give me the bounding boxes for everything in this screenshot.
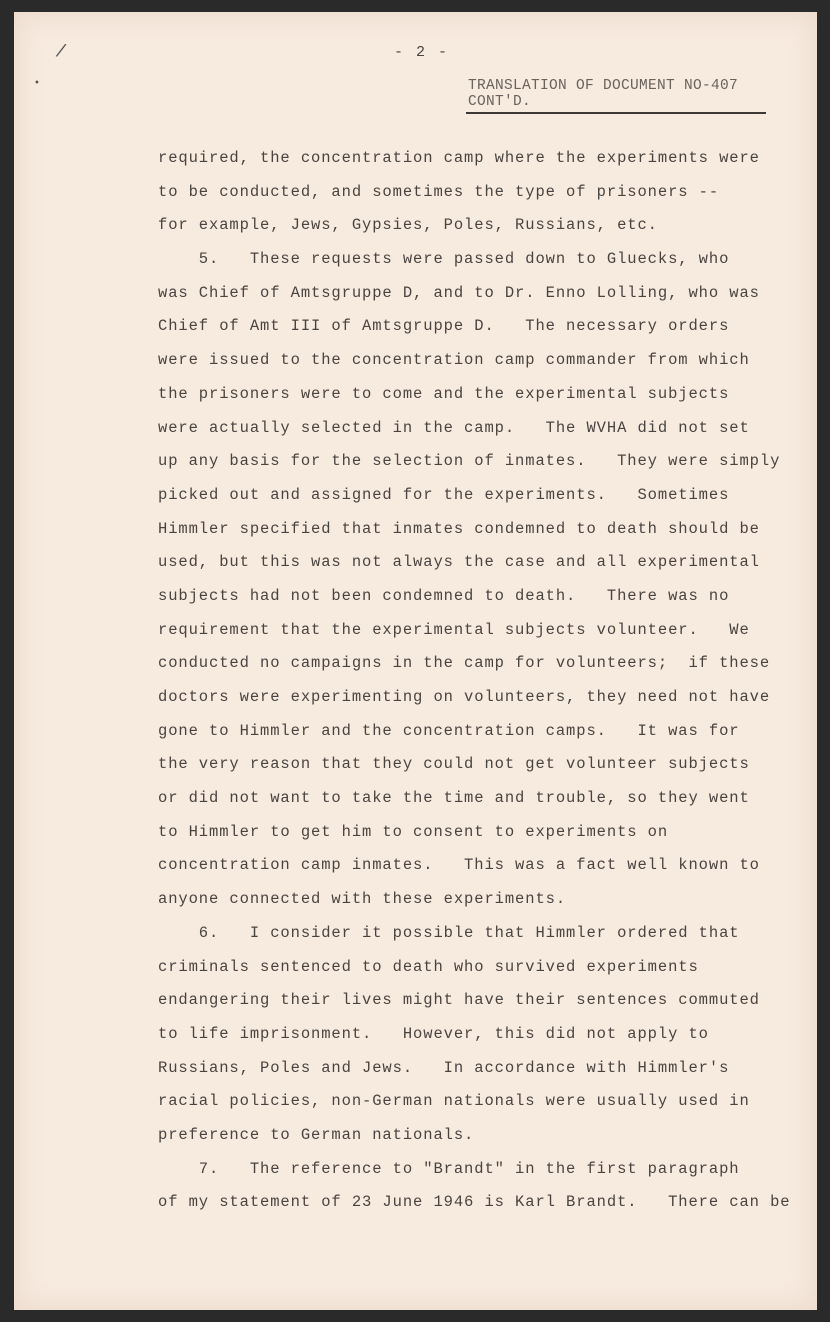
body-line: concentration camp inmates. This was a fact well known to — [158, 856, 760, 875]
body-line: 6. I consider it possible that Himmler ordered that — [158, 923, 740, 942]
body-line: 7. The reference to "Brandt" in the first paragraph — [158, 1159, 740, 1178]
body-line: the prisoners were to come and the experimental subjects — [158, 384, 730, 403]
body-line: preference to German nationals. — [158, 1125, 475, 1144]
ink-dot: • — [34, 78, 40, 89]
body-line: the very reason that they could not get volunteer subjects — [158, 755, 750, 774]
header-underline — [466, 112, 766, 114]
pencil-mark: / — [54, 39, 68, 62]
body-line: conducted no campaigns in the camp for volunteers; if these — [158, 654, 771, 673]
body-line: or did not want to take the time and trouble, so they went — [158, 789, 750, 808]
body-line: Chief of Amt III of Amtsgruppe D. The necessary orders — [158, 317, 730, 336]
header-line-1: TRANSLATION OF DOCUMENT NO-407 — [468, 78, 739, 94]
translation-header — [468, 78, 738, 110]
body-line: subjects had not been condemned to death. There was no — [158, 586, 730, 605]
body-line: Russians, Poles and Jews. In accordance with Himmler's — [158, 1058, 730, 1077]
body-line: of my statement of 23 June 1946 is Karl Brandt. There can be — [158, 1193, 791, 1212]
body-line: criminals sentenced to death who survived experiments — [158, 957, 699, 976]
body-line: racial policies, non-German nationals were usually used in — [158, 1092, 750, 1111]
body-line: used, but this was not always the case and all experimental — [158, 553, 760, 572]
header-line-2: CONT'D. — [468, 94, 532, 110]
body-line: were actually selected in the camp. The WVHA did not set — [158, 418, 750, 437]
body-line: Himmler specified that inmates condemned to death should be — [158, 519, 760, 538]
body-line: 5. These requests were passed down to Gluecks, who — [158, 250, 730, 269]
body-line: endangering their lives might have their sentences commuted — [158, 991, 760, 1010]
body-line: was Chief of Amtsgruppe D, and to Dr. Enno Lolling, who was — [158, 283, 760, 302]
body-line: up any basis for the selection of inmates. They were simply — [158, 452, 781, 471]
body-line: to life imprisonment. However, this did not apply to — [158, 1024, 709, 1043]
body-line: anyone connected with these experiments. — [158, 890, 567, 909]
body-line: were issued to the concentration camp commander from which — [158, 351, 750, 370]
body-line: for example, Jews, Gypsies, Poles, Russians, etc. — [158, 216, 658, 235]
body-line: requirement that the experimental subjects volunteer. We — [158, 620, 750, 639]
body-line: required, the concentration camp where the experiments were — [158, 149, 760, 167]
body-line: to be conducted, and sometimes the type of prisoners -- — [158, 182, 720, 201]
document-page — [14, 12, 817, 1310]
body-line: doctors were experimenting on volunteers, they need not have — [158, 688, 771, 706]
body-line: gone to Himmler and the concentration camps. It was for — [158, 721, 740, 740]
page-number: - 2 - — [394, 44, 450, 61]
document-body — [158, 142, 798, 1220]
body-line: to Himmler to get him to consent to experiments on — [158, 822, 669, 841]
body-line: picked out and assigned for the experiments. Sometimes — [158, 485, 730, 504]
